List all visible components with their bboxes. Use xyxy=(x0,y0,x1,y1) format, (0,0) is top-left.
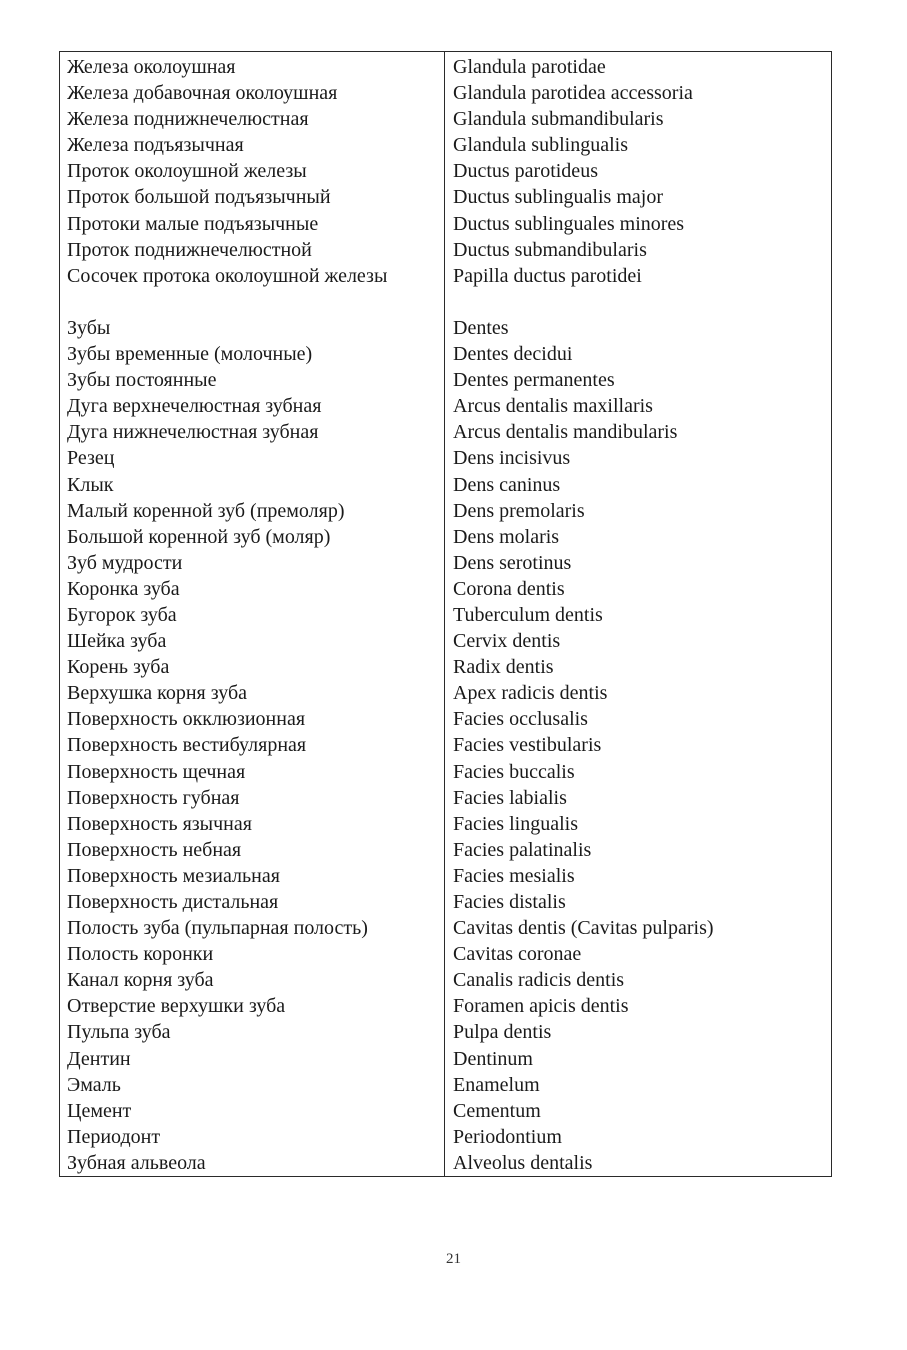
latin-term-cell: Cavitas dentis (Cavitas pulparis) xyxy=(453,917,714,940)
russian-term-cell: Поверхность небная xyxy=(60,837,445,863)
latin-term-cell: Facies vestibularis xyxy=(453,734,602,757)
russian-term-cell: Дуга верхнечелюстная зубная xyxy=(60,393,445,419)
latin-term-cell: Periodontium xyxy=(453,1125,562,1148)
russian-term-cell: Проток поднижнечелюстной xyxy=(60,237,445,263)
table-row xyxy=(60,472,832,498)
russian-term-cell: Зубы xyxy=(60,315,445,341)
latin-term-cell: Apex radicis dentis xyxy=(453,682,608,705)
table-row xyxy=(60,393,832,419)
table-row xyxy=(60,1124,832,1150)
table-row xyxy=(60,628,832,654)
table-row xyxy=(60,132,832,158)
table-row xyxy=(60,106,832,132)
table-row xyxy=(60,158,832,184)
russian-term-cell: Железа околоушная xyxy=(60,52,445,81)
table-row xyxy=(60,1046,832,1072)
table-row xyxy=(60,732,832,758)
page-number: 21 xyxy=(446,1251,461,1267)
latin-term-cell: Dens incisivus xyxy=(453,447,571,470)
latin-term-cell: Dens premolaris xyxy=(453,499,585,522)
table-row xyxy=(60,889,832,915)
table-row xyxy=(60,524,832,550)
latin-term-cell: Ductus submandibularis xyxy=(453,238,647,261)
table-row xyxy=(60,680,832,706)
table-row xyxy=(60,315,832,341)
table-row xyxy=(60,211,832,237)
table-row xyxy=(60,80,832,106)
russian-term-cell: Поверхность дистальная xyxy=(60,889,445,915)
latin-term-cell: Facies buccalis xyxy=(453,760,575,783)
russian-term-cell: Большой коренной зуб (моляр) xyxy=(60,524,445,550)
russian-term-cell xyxy=(60,289,445,315)
latin-term-cell: Facies distalis xyxy=(453,891,566,913)
table-row xyxy=(60,341,832,367)
russian-term-cell: Поверхность щечная xyxy=(60,759,445,785)
table-row xyxy=(60,654,832,680)
latin-term-cell: Enamelum xyxy=(453,1073,540,1096)
latin-term-cell: Dens molaris xyxy=(453,525,560,548)
russian-term-cell: Железа добавочная околоушная xyxy=(60,80,445,106)
latin-term-cell: Tuberculum dentis xyxy=(453,603,603,626)
russian-term-cell: Поверхность мезиальная xyxy=(60,863,445,889)
table-row xyxy=(60,759,832,785)
russian-term-cell: Поверхность язычная xyxy=(60,811,445,837)
table-row xyxy=(60,785,832,811)
russian-term-cell: Эмаль xyxy=(60,1072,445,1098)
table-row xyxy=(60,498,832,524)
russian-term-cell: Зубная альвеола xyxy=(60,1150,445,1177)
russian-term-cell: Коронка зуба xyxy=(60,576,445,602)
latin-term-cell: Facies occlusalis xyxy=(453,708,588,731)
latin-term-cell: Ductus parotideus xyxy=(453,160,598,183)
russian-term-cell: Резец xyxy=(60,445,445,471)
terminology-table-body xyxy=(60,52,832,1177)
latin-term-cell: Radix dentis xyxy=(453,656,554,679)
latin-term-cell: Dentes decidui xyxy=(453,343,573,366)
latin-term-cell: Arcus dentalis mandibularis xyxy=(453,421,678,444)
russian-term-cell: Клык xyxy=(60,472,445,498)
latin-term-cell: Facies lingualis xyxy=(453,812,578,835)
table-row xyxy=(60,52,832,81)
russian-term-cell: Бугорок зуба xyxy=(60,602,445,628)
russian-term-cell: Зуб мудрости xyxy=(60,550,445,576)
latin-term-cell: Facies palatinalis xyxy=(453,838,592,861)
russian-term-cell: Корень зуба xyxy=(60,654,445,680)
russian-term-cell: Проток большой подъязычный xyxy=(60,184,445,210)
table-row xyxy=(60,863,832,889)
russian-term-cell: Поверхность вестибулярная xyxy=(60,732,445,758)
russian-term-cell: Железа поднижнечелюстная xyxy=(60,106,445,132)
russian-term-cell: Сосочек протока околоушной железы xyxy=(60,263,445,289)
russian-term-cell: Поверхность губная xyxy=(60,785,445,811)
latin-term-cell: Foramen apicis dentis xyxy=(453,995,629,1018)
russian-term-cell: Железа подъязычная xyxy=(60,132,445,158)
latin-term-cell: Pulpa dentis xyxy=(453,1021,552,1044)
latin-term-cell: Dentes xyxy=(453,316,509,339)
table-row xyxy=(60,1072,832,1098)
latin-term-cell: Papilla ductus parotidei xyxy=(453,264,642,287)
russian-term-cell: Пульпа зуба xyxy=(60,1019,445,1045)
russian-term-cell: Зубы временные (молочные) xyxy=(60,341,445,367)
table-row xyxy=(60,811,832,837)
latin-term-cell xyxy=(445,289,832,315)
latin-term-cell: Ductus sublinguales minores xyxy=(453,212,685,235)
russian-term-cell: Цемент xyxy=(60,1098,445,1124)
latin-term-cell: Cavitas coronae xyxy=(453,943,582,966)
russian-term-cell: Дентин xyxy=(60,1046,445,1072)
latin-term-cell: Dentinum xyxy=(453,1047,533,1070)
russian-term-cell: Протоки малые подъязычные xyxy=(60,211,445,237)
table-row xyxy=(60,1098,832,1124)
table-row xyxy=(60,289,832,315)
russian-term-cell: Верхушка корня зуба xyxy=(60,680,445,706)
latin-term-cell: Cementum xyxy=(453,1099,541,1122)
latin-term-cell: Dens serotinus xyxy=(453,551,572,574)
table-row xyxy=(60,706,832,732)
russian-term-cell: Шейка зуба xyxy=(60,628,445,654)
table-row xyxy=(60,837,832,863)
table-row xyxy=(60,576,832,602)
latin-term-cell: Dentes permanentes xyxy=(453,369,615,392)
latin-term-cell: Glandula sublingualis xyxy=(453,134,628,157)
latin-term-cell: Glandula submandibularis xyxy=(453,108,664,131)
latin-term-cell: Glandula parotidea accessoria xyxy=(453,82,693,105)
table-row xyxy=(60,367,832,393)
table-row xyxy=(60,602,832,628)
terminology-table xyxy=(59,51,832,1177)
russian-term-cell: Зубы постоянные xyxy=(60,367,445,393)
table-row xyxy=(60,993,832,1019)
latin-term-cell: Dens caninus xyxy=(453,473,561,496)
russian-term-cell: Полость зуба (пульпарная полость) xyxy=(60,915,445,941)
latin-term-cell: Ductus sublingualis major xyxy=(453,186,663,209)
russian-term-cell: Проток околоушной железы xyxy=(60,158,445,184)
latin-term-cell: Glandula parotidae xyxy=(453,56,606,78)
table-row xyxy=(60,263,832,289)
latin-term-cell: Arcus dentalis maxillaris xyxy=(453,395,653,418)
russian-term-cell: Дуга нижнечелюстная зубная xyxy=(60,419,445,445)
table-row xyxy=(60,1019,832,1045)
latin-term-cell: Alveolus dentalis xyxy=(453,1151,593,1174)
russian-term-cell: Полость коронки xyxy=(60,941,445,967)
table-row xyxy=(60,419,832,445)
russian-term-cell: Поверхность окклюзионная xyxy=(60,706,445,732)
russian-term-cell: Канал корня зуба xyxy=(60,967,445,993)
latin-term-cell: Facies labialis xyxy=(453,786,567,809)
russian-term-cell: Периодонт xyxy=(60,1124,445,1150)
table-row xyxy=(60,445,832,471)
table-row xyxy=(60,184,832,210)
russian-term-cell: Отверстие верхушки зуба xyxy=(60,993,445,1019)
latin-term-cell: Canalis radicis dentis xyxy=(453,969,625,992)
latin-term-cell: Cervix dentis xyxy=(453,630,561,653)
russian-term-cell: Малый коренной зуб (премоляр) xyxy=(60,498,445,524)
table-row xyxy=(60,237,832,263)
table-row xyxy=(60,941,832,967)
latin-term-cell: Corona dentis xyxy=(453,577,565,600)
table-row xyxy=(60,915,832,941)
latin-term-cell: Facies mesialis xyxy=(453,864,575,887)
table-row xyxy=(60,550,832,576)
table-row xyxy=(60,1150,832,1177)
table-row xyxy=(60,967,832,993)
